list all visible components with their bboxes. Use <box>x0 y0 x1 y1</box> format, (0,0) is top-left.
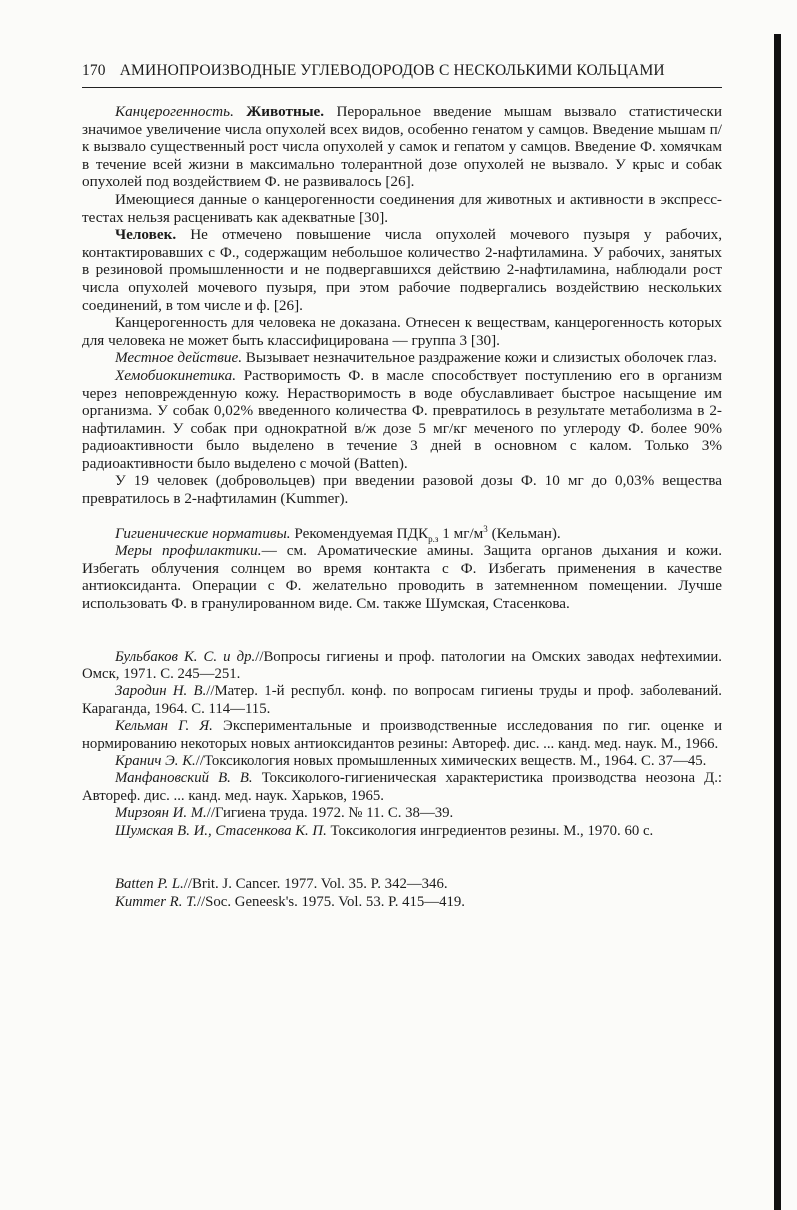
paragraph-text: Пероральное введение мышам вызвало статистически значимое увеличение числа опухолей всех видов, особенно генатом у самцов. Введение мышам п/к вызвало существенный рост числа опухолей у самок и гепатом у самцов. Введение Ф. хомячкам в течение всей жизни в максимально толерантной дозе опухолей не вызвало. У крыс и собак опухолей под воздействием Ф. не развивалось [26]. <box>82 103 723 191</box>
spacer <box>82 840 722 876</box>
reference-text: //Вопросы гигиены и проф. патологии на Омских заводах нефтехимии. Омск, 1971. С. 245—251. <box>82 648 723 683</box>
reference-author: Мирзоян И. М. <box>115 805 207 822</box>
reference-text: Токсикология ингредиентов резины. М., 1970. 60 с. <box>330 822 654 839</box>
paragraph-carcinogenicity-data <box>82 191 722 226</box>
paragraph-human-volunteers <box>82 472 722 507</box>
reference-text: Токсиколого-гигиеническая характеристика производства неозона Д.: Автореф. дис. ... канд. мед. наук. Харьков, 1965. <box>82 770 722 804</box>
reference-author: Batten P. L. <box>115 876 184 893</box>
reference-item <box>82 649 722 684</box>
reference-text: //Soc. Geneesk's. 1975. Vol. 53. P. 415—419. <box>196 893 466 910</box>
subsection-lead: Человек. <box>115 226 177 244</box>
reference-author: Кранич Э. К. <box>115 753 196 770</box>
spacer <box>82 508 722 525</box>
unit-superscript: 3 <box>483 523 488 534</box>
section-lead: Меры профилактики. <box>115 542 262 560</box>
reference-author: Шумская В. И., Стасенкова К. П. <box>115 822 327 839</box>
section-lead: Гигиенические нормативы. <box>115 524 291 542</box>
paragraph-prevention <box>82 542 722 612</box>
paragraph-local-action <box>82 349 722 367</box>
reference-author: Кельман Г. Я. <box>115 718 213 735</box>
reference-author: Бульбаков К. С. и др. <box>115 648 256 665</box>
page-number: 170 <box>82 62 106 79</box>
reference-author: Зародин Н. В. <box>115 683 207 700</box>
mac-subscript: р.з <box>428 533 439 544</box>
reference-text: //Матер. 1-й республ. конф. по вопросам гигиены труды и проф. заболеваний. Караганда, 1964. С. 114—115. <box>82 683 722 717</box>
reference-item <box>82 805 722 822</box>
reference-text: //Brit. J. Cancer. 1977. Vol. 35. P. 342—346. <box>183 876 448 893</box>
paragraph-hygienic-standards <box>82 525 722 543</box>
paragraph-text: Рекомендуемая ПДК <box>294 524 429 542</box>
paragraph-chemobiokinetics <box>82 367 722 473</box>
reference-item <box>82 718 722 753</box>
reference-item <box>82 894 722 911</box>
reference-text: //Токсикология новых промышленных химических веществ. М., 1964. С. 37—45. <box>195 753 707 770</box>
page-edge-shadow <box>774 34 781 1210</box>
paragraph-text: Вызывает незначительное раздражение кожи и слизистых оболочек глаз. <box>245 349 717 367</box>
paragraph-text: (Кельман). <box>487 524 561 542</box>
section-lead: Местное действие. <box>115 349 242 367</box>
reference-item <box>82 753 722 770</box>
header-rule <box>82 87 722 88</box>
paragraph-text: 1 мг/м <box>438 524 484 542</box>
section-lead: Канцерогенность. <box>115 103 234 120</box>
paragraph-carcinogenicity-human <box>82 226 722 314</box>
paragraph-text: Канцерогенность для человека не доказана. Отнесен к веществам, канцерогенность которых для человека не может быть классифицирована — группа 3 [30]. <box>82 314 722 349</box>
paragraph-text: Имеющиеся данные о канцерогенности соединения для животных и активности в экспресс-тестах нельзя расценивать как адекватные [30]. <box>82 190 722 226</box>
references-russian <box>82 649 722 840</box>
page-body <box>82 103 722 911</box>
paragraph-carcinogenicity-animals <box>82 103 722 191</box>
reference-author: Kummer R. T. <box>115 893 197 910</box>
paragraph-text: — см. Ароматические амины. Защита органов дыхания и кожи. Избегать облучения солнцем во время контакта с Ф. Избегать применения в качестве антиоксиданта. Операции с Ф. желательно проводить в затемненном помещении. Лучше использовать Ф. в гранулированном виде. См. также Шумская, Стасенкова. <box>82 542 723 613</box>
reference-item <box>82 876 722 893</box>
running-title: АМИНОПРОИЗВОДНЫЕ УГЛЕВОДОРОДОВ С НЕСКОЛЬКИМИ КОЛЬЦАМИ <box>119 62 665 79</box>
reference-item <box>82 770 722 805</box>
paragraph-text: Растворимость Ф. в масле способствует поступлению его в организм через неповрежденную кожу. Нерастворимость в воде обуславливает быстрое насыщение им организма. У собак 0,02% введенного количества Ф. превратилось в результате метаболизма в 2-нафтиламин. У собак при однократной в/ж дозе 5 мг/кг меченого по углероду Ф. более 90% радиоактивности было выделено в течение 3 дней в основном с калом. Только 3% радиоактивности было выделено с мочой (Batten). <box>82 366 723 472</box>
running-header <box>82 62 722 80</box>
section-lead: Хемобиокинетика. <box>115 366 237 384</box>
reference-text: Экспериментальные и производственные исследования по гиг. оценке и нормированию некоторых новых антиоксидантов резины: Автореф. дис. ... канд. мед. наук. М., 1966. <box>82 718 722 752</box>
paragraph-classification <box>82 314 722 349</box>
references-foreign <box>82 876 722 911</box>
paragraph-text: Не отмечено повышение числа опухолей мочевого пузыря у рабочих, контактировавших с Ф., содержащим небольшое количество 2-нафтиламина. У рабочих, занятых в резиновой промышленности и не подвергавшихся действию 2-нафтиламина, наблюдали рост числа опухолей мочевого пузыря, при этом рабочие подвергались воздействию нескольких соединений, в том числе и ф. [26]. <box>82 226 723 314</box>
reference-item <box>82 683 722 718</box>
paragraph-text: У 19 человек (добровольцев) при введении разовой дозы Ф. 10 мг до 0,03% вещества превратилось в 2-нафтиламин (Kummer). <box>82 472 722 508</box>
reference-text: //Гигиена труда. 1972. № 11. С. 38—39. <box>206 805 454 822</box>
spacer <box>82 613 722 649</box>
reference-item <box>82 823 722 840</box>
subsection-lead: Животные. <box>246 103 325 120</box>
reference-author: Манфановский В. В. <box>115 770 253 787</box>
